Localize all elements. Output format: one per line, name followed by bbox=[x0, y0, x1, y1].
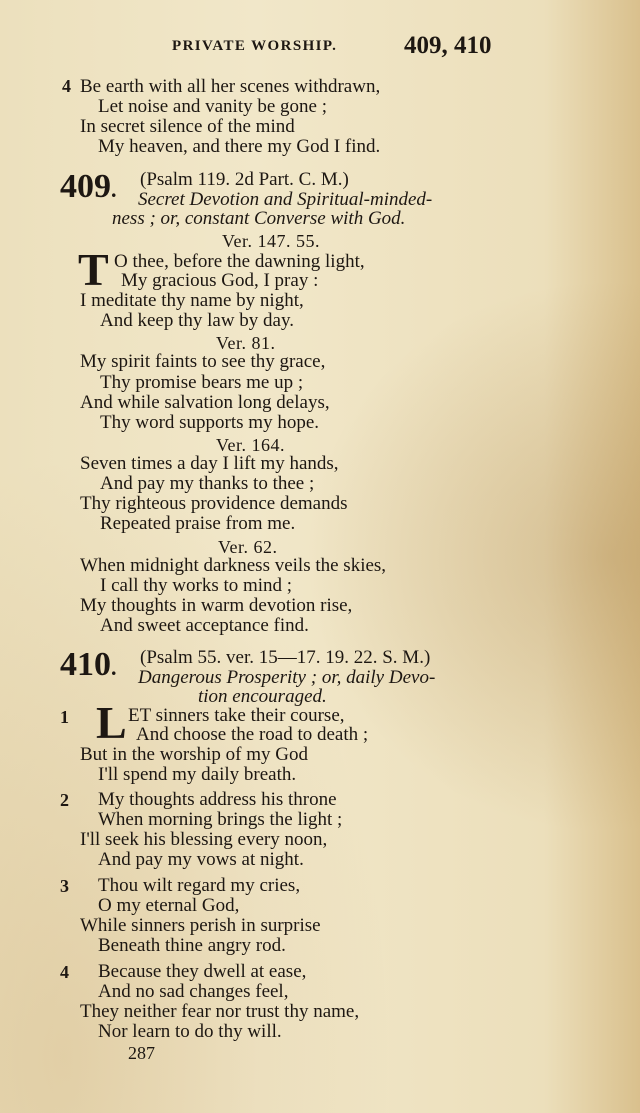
verse-line: And no sad changes feel, bbox=[98, 981, 289, 1002]
verse-line: And sweet acceptance find. bbox=[100, 615, 309, 636]
hymn-number-410: 410. bbox=[60, 646, 117, 683]
stanza-number: 1 bbox=[60, 707, 69, 727]
hymn-subtitle: Dangerous Prosperity ; or, daily Devo- bbox=[138, 667, 436, 688]
verse-line: Beneath thine angry rod. bbox=[98, 935, 286, 956]
verse-line: In secret silence of the mind bbox=[80, 116, 295, 137]
verse-line: And pay my thanks to thee ; bbox=[100, 473, 315, 494]
verse-line: O thee, before the dawning light, bbox=[114, 251, 365, 272]
stanza-number: 4 bbox=[60, 962, 69, 982]
hymn-number-409: 409. bbox=[60, 168, 117, 205]
hymn-subtitle: tion encouraged. bbox=[198, 686, 327, 707]
verse-line: My thoughts in warm devotion rise, bbox=[80, 595, 353, 616]
verse-line: My spirit faints to see thy grace, bbox=[80, 351, 326, 372]
verse-line: But in the worship of my God bbox=[80, 744, 308, 765]
verse-line: When morning brings the light ; bbox=[98, 809, 343, 830]
verse-line: O my eternal God, bbox=[98, 895, 240, 916]
verse-line: Thy word supports my hope. bbox=[100, 412, 320, 433]
verse-line: ET sinners take their course, bbox=[128, 705, 345, 726]
drop-cap: L bbox=[96, 697, 127, 748]
verse-line: I'll seek his blessing every noon, bbox=[80, 829, 328, 850]
verse-line: Repeated praise from me. bbox=[100, 513, 296, 534]
verse-line: My heaven, and there my God I find. bbox=[98, 136, 381, 157]
verse-line: My gracious God, I pray : bbox=[121, 270, 319, 291]
verse-line: And while salvation long delays, bbox=[80, 392, 330, 413]
stanza-number: 3 bbox=[60, 876, 69, 896]
verse-line: Because they dwell at ease, bbox=[98, 961, 307, 982]
verse-line: Thy promise bears me up ; bbox=[100, 372, 304, 393]
drop-cap: T bbox=[78, 244, 109, 295]
verse-line: They neither fear nor trust thy name, bbox=[80, 1001, 360, 1022]
verse-reference: Ver. 81. bbox=[216, 333, 276, 353]
header-hymn-numbers: 409, 410 bbox=[404, 32, 492, 59]
hymn-subtitle: Secret Devotion and Spiritual-minded- bbox=[138, 189, 433, 210]
verse-reference: Ver. 62. bbox=[218, 537, 278, 557]
stanza-number: 2 bbox=[60, 790, 69, 810]
verse-line: Nor learn to do thy will. bbox=[98, 1021, 282, 1042]
verse-reference: Ver. 147. 55. bbox=[222, 231, 320, 251]
verse-line: Seven times a day I lift my hands, bbox=[80, 453, 339, 474]
verse-line: I call thy works to mind ; bbox=[100, 575, 293, 596]
verse-line: And choose the road to death ; bbox=[136, 724, 369, 745]
verse-line: When midnight darkness veils the skies, bbox=[80, 555, 387, 576]
verse-line: I meditate thy name by night, bbox=[80, 290, 304, 311]
stanza-number: 4 bbox=[62, 76, 71, 96]
verse-line: And pay my vows at night. bbox=[98, 849, 304, 870]
hymn-subtitle: ness ; or, constant Converse with God. bbox=[112, 208, 406, 229]
psalm-reference: (Psalm 119. 2d Part. C. M.) bbox=[140, 169, 349, 190]
verse-line: Thou wilt regard my cries, bbox=[98, 875, 301, 896]
verse-line: Let noise and vanity be gone ; bbox=[98, 96, 327, 117]
verse-line: Thy righteous providence demands bbox=[80, 493, 348, 514]
psalm-reference: (Psalm 55. ver. 15—17. 19. 22. S. M.) bbox=[140, 647, 431, 668]
running-title: PRIVATE WORSHIP. bbox=[172, 38, 338, 54]
verse-line: While sinners perish in surprise bbox=[80, 915, 321, 936]
verse-line: I'll spend my daily breath. bbox=[98, 764, 297, 785]
verse-line: Be earth with all her scenes withdrawn, bbox=[80, 76, 381, 97]
verse-reference: Ver. 164. bbox=[216, 435, 285, 455]
verse-line: My thoughts address his throne bbox=[98, 789, 337, 810]
page-number: 287 bbox=[128, 1043, 155, 1063]
verse-line: And keep thy law by day. bbox=[100, 310, 294, 331]
